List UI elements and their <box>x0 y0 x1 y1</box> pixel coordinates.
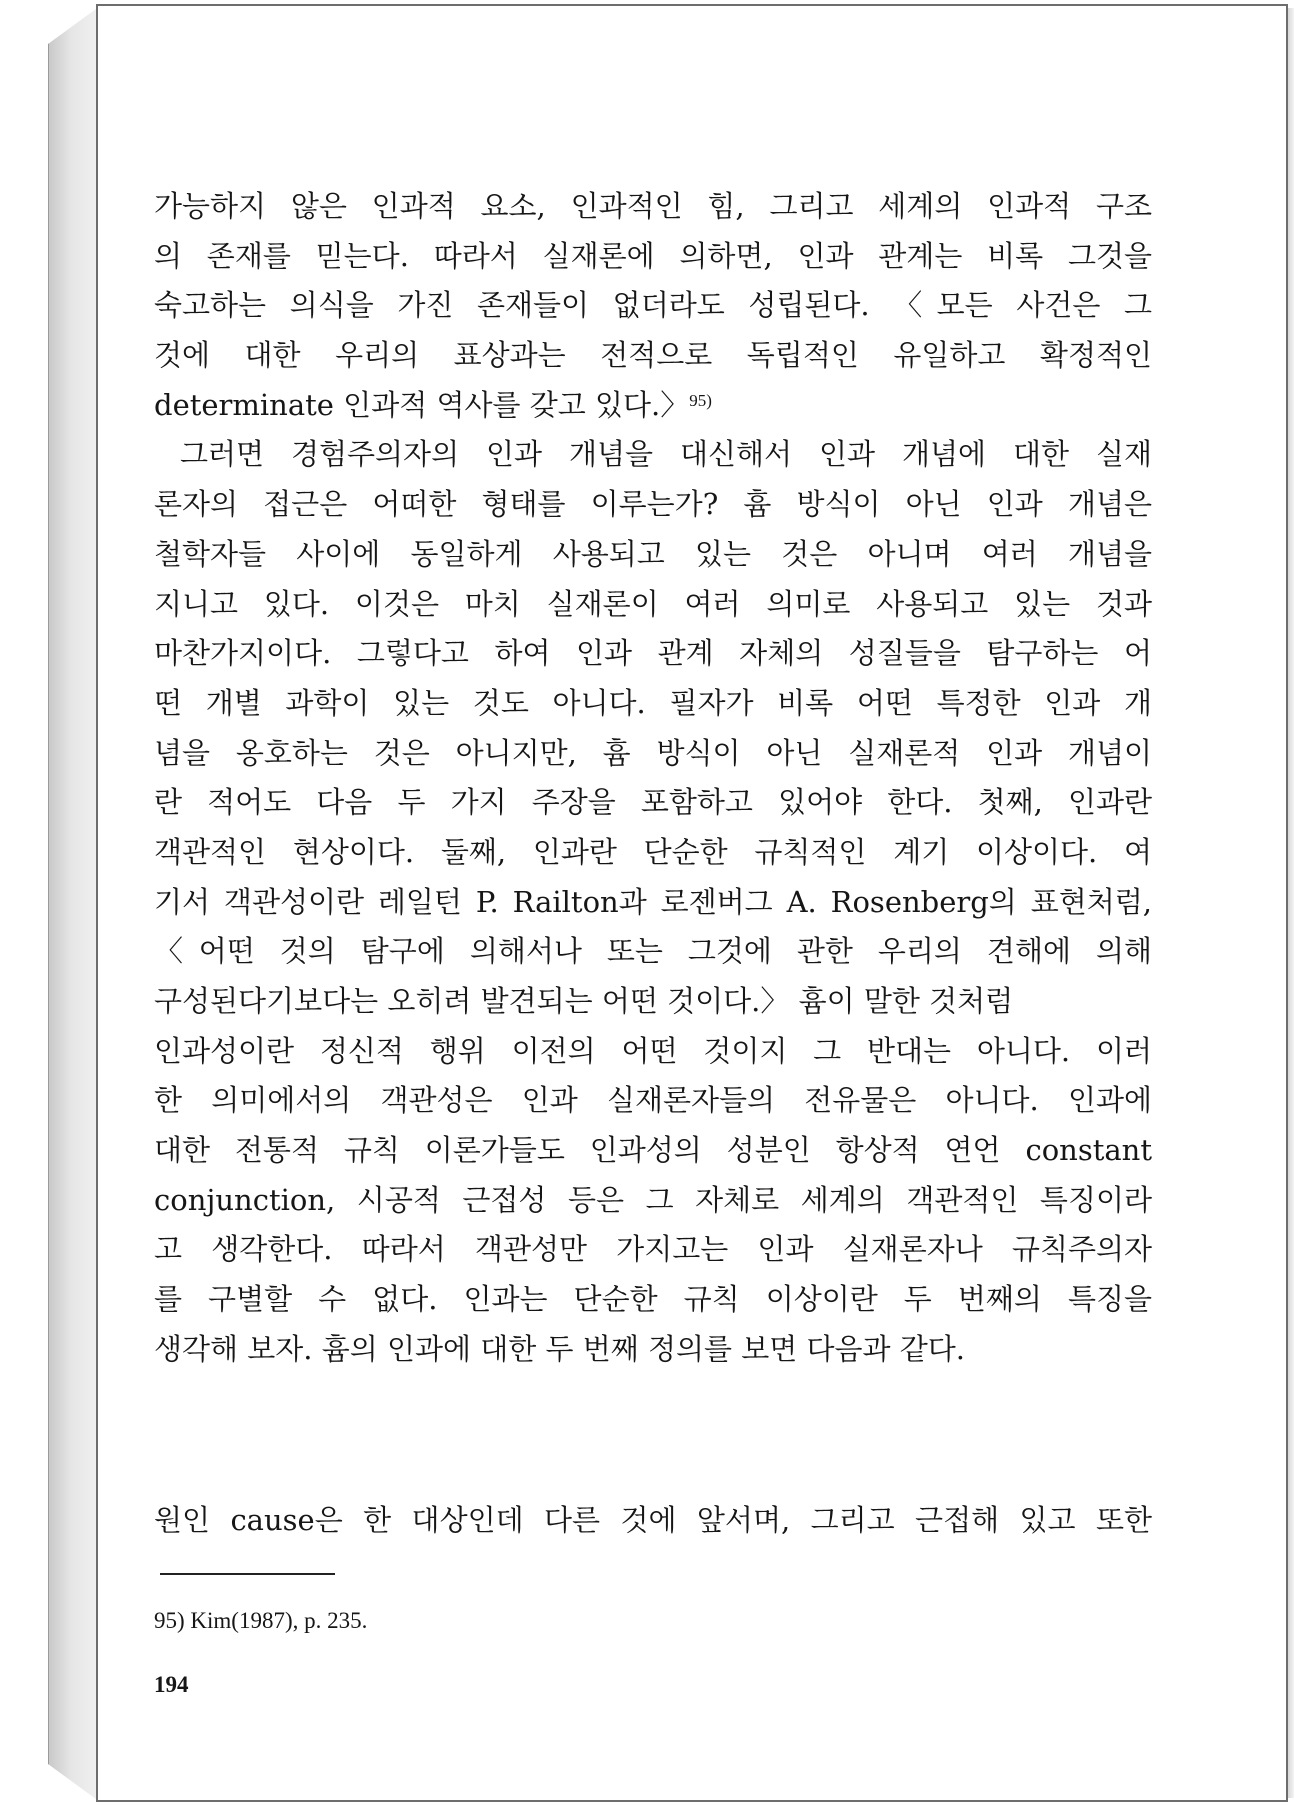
text-line: 마찬가지이다. 그렇다고 하여 인과 관계 자체의 성질들을 탐구하는 어 <box>154 636 1152 671</box>
footnote-rule <box>160 1573 335 1575</box>
text-line: 지니고 있다. 이것은 마치 실재론이 여러 의미로 사용되고 있는 것과 <box>154 586 1152 621</box>
block-quote: 원인 cause은 한 대상인데 다른 것에 앞서며, 그리고 근접해 있고 또한 <box>154 1503 1152 1537</box>
text-line: conjunction, 시공적 근접성 등은 그 자체로 세계의 객관적인 특징이라 <box>154 1182 1152 1217</box>
text-line: determinate 인과적 역사를 갖고 있다.〉 <box>154 387 690 422</box>
text-line: 한 의미에서의 객관성은 인과 실재론자들의 전유물은 아니다. 인과에 <box>154 1083 1152 1118</box>
footnote-marker: 95) <box>689 390 712 410</box>
text-line: 생각해 보자. 흄의 인과에 대한 두 번째 정의를 보면 다음과 같다. <box>154 1331 965 1366</box>
text-line: 것에 대한 우리의 표상과는 전적으로 독립적인 유일하고 확정적인 <box>154 338 1152 373</box>
text-line-with-footnote <box>154 381 1152 431</box>
text-line: 기서 객관성이란 레일턴 P. Railton과 로젠버그 A. Rosenberg의 표현처럼, <box>154 884 1152 919</box>
text-line: 고 생각한다. 따라서 객관성만 가지고는 인과 실재론자나 규칙주의자 <box>154 1232 1152 1267</box>
text-line: 대한 전통적 규칙 이론가들도 인과성의 성분인 항상적 연언 constant <box>154 1133 1152 1168</box>
text-line: 인과성이란 정신적 행위 이전의 어떤 것이지 그 반대는 아니다. 이러 <box>154 1033 1152 1068</box>
text-line: 란 적어도 다음 두 가지 주장을 포함하고 있어야 한다. 첫째, 인과란 <box>154 785 1152 820</box>
text-line: 〈어떤 것의 탐구에 의해서나 또는 그것에 관한 우리의 견해에 의해 <box>154 934 1152 969</box>
body-text <box>154 182 1152 1375</box>
text-line: 떤 개별 과학이 있는 것도 아니다. 필자가 비록 어떤 특정한 인과 개 <box>154 685 1152 720</box>
text-line: 론자의 접근은 어떠한 형태를 이루는가? 흄 방식이 아닌 인과 개념은 <box>154 487 1152 522</box>
text-line: 의 존재를 믿는다. 따라서 실재론에 의하면, 인과 관계는 비록 그것을 <box>154 238 1152 273</box>
text-line: 념을 옹호하는 것은 아니지만, 흄 방식이 아닌 실재론적 인과 개념이 <box>154 735 1152 770</box>
text-line: 가능하지 않은 인과적 요소, 인과적인 힘, 그리고 세계의 인과적 구조 <box>154 189 1152 223</box>
footnote: 95) Kim(1987), p. 235. <box>154 1608 368 1633</box>
text-line: 구성된다기보다는 오히려 발견되는 어떤 것이다.〉 흄이 말한 것처럼 <box>154 984 1014 1018</box>
text-line: 철학자들 사이에 동일하게 사용되고 있는 것은 아니며 여러 개념을 <box>154 536 1152 571</box>
text-line: 객관적인 현상이다. 둘째, 인과란 단순한 규칙적인 계기 이상이다. 여 <box>154 834 1152 869</box>
page-number: 194 <box>154 1672 189 1697</box>
text-line: 그러면 경험주의자의 인과 개념을 대신해서 인과 개념에 대한 실재 <box>180 437 1152 472</box>
text-line: 숙고하는 의식을 가진 존재들이 없더라도 성립된다. 〈모든 사건은 그 <box>154 288 1152 323</box>
page-edge <box>1288 8 1294 1798</box>
text-line: 를 구별할 수 없다. 인과는 단순한 규칙 이상이란 두 번째의 특징을 <box>154 1282 1152 1317</box>
book-spine <box>48 6 100 1802</box>
